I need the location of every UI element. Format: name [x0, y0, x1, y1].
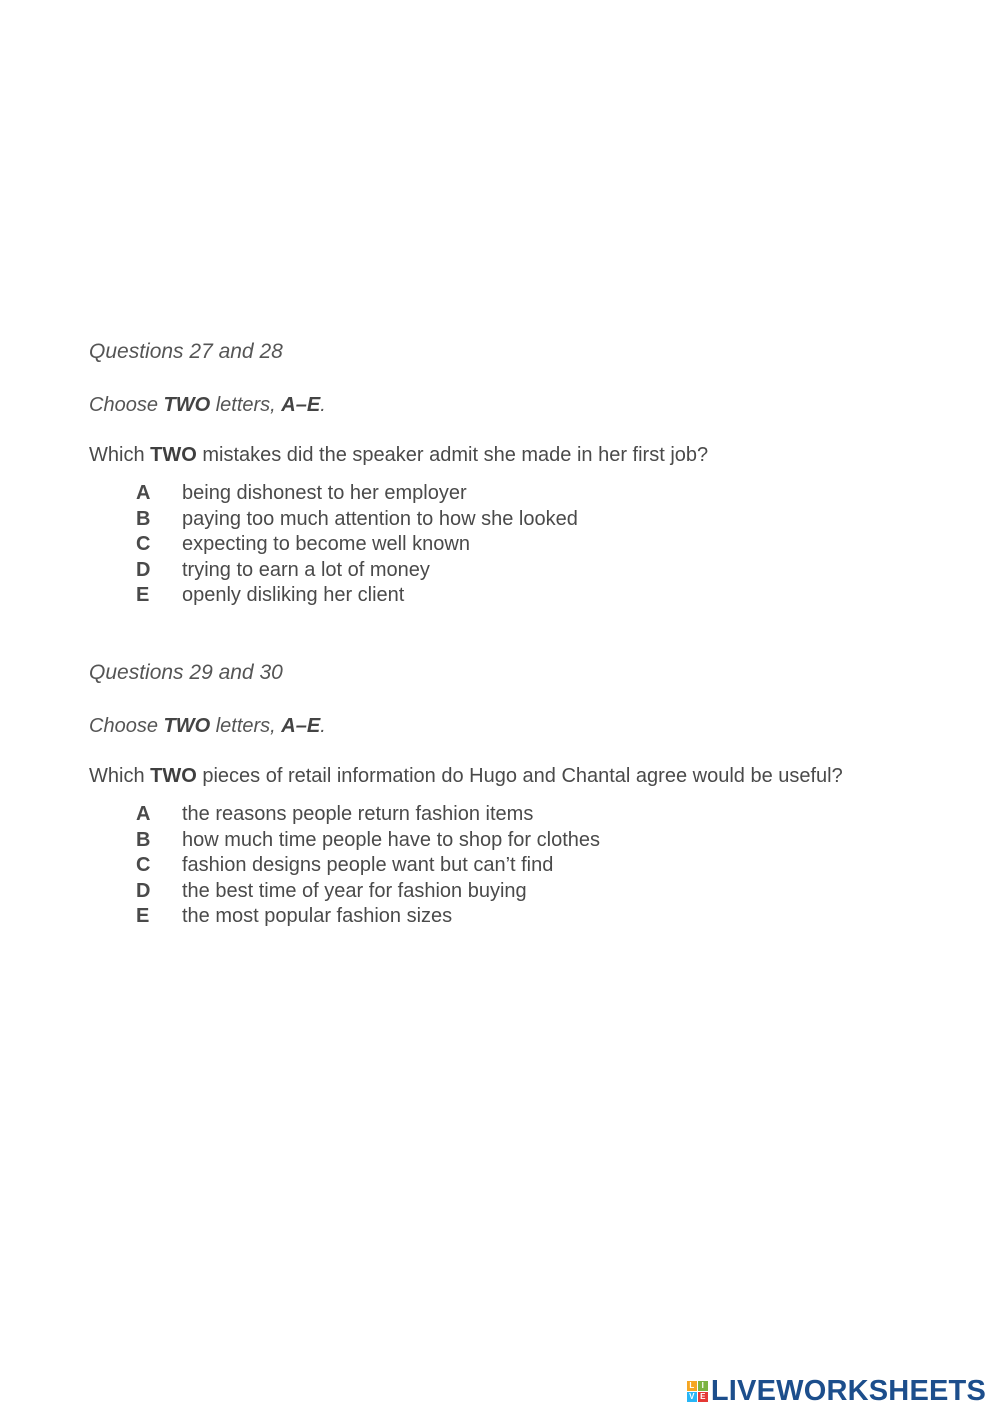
- option-letter: D: [136, 558, 151, 581]
- section-heading: Questions 29 and 30: [89, 661, 283, 684]
- option-letter: A: [136, 482, 151, 505]
- option-text: how much time people have to shop for clothes: [182, 828, 601, 851]
- option-c[interactable]: [89, 532, 969, 558]
- option-a[interactable]: [89, 802, 969, 828]
- option-a[interactable]: [89, 481, 969, 507]
- option-text: being dishonest to her employer: [182, 482, 467, 505]
- option-text: the reasons people return fashion items: [182, 803, 534, 826]
- option-d[interactable]: [89, 879, 969, 905]
- liveworksheets-brand: [687, 1375, 986, 1408]
- brand-name: LIVEWORKSHEETS: [710, 1375, 986, 1407]
- option-e[interactable]: [89, 904, 969, 930]
- option-letter: D: [136, 879, 151, 902]
- option-b[interactable]: [89, 507, 969, 533]
- option-text: expecting to become well known: [182, 533, 470, 556]
- option-list: [89, 802, 969, 930]
- option-c[interactable]: [89, 853, 969, 879]
- question-text: Which TWO pieces of retail information do Hugo and Chantal agree would be useful?: [89, 765, 843, 787]
- option-d[interactable]: [89, 558, 969, 584]
- option-text: openly disliking her client: [182, 584, 405, 607]
- liveworksheets-logo-icon: L I V E: [687, 1381, 708, 1402]
- question-text: Which TWO mistakes did the speaker admit she made in her first job?: [89, 444, 709, 466]
- option-text: the most popular fashion sizes: [182, 905, 453, 928]
- option-letter: E: [136, 584, 150, 607]
- option-letter: E: [136, 905, 150, 928]
- option-letter: C: [136, 533, 151, 556]
- question-section-27-28: [89, 338, 969, 609]
- option-text: trying to earn a lot of money: [182, 558, 430, 581]
- option-text: paying too much attention to how she looked: [182, 507, 578, 530]
- option-letter: B: [136, 507, 151, 530]
- option-list: [89, 481, 969, 609]
- option-text: fashion designs people want but can’t find: [182, 854, 554, 877]
- option-text: the best time of year for fashion buying: [182, 879, 527, 902]
- section-instruction: Choose TWO letters, A–E.: [89, 394, 326, 416]
- question-section-29-30: [89, 659, 969, 930]
- option-letter: B: [136, 828, 151, 851]
- option-letter: C: [136, 854, 151, 877]
- option-b[interactable]: [89, 828, 969, 854]
- section-instruction: Choose TWO letters, A–E.: [89, 715, 326, 737]
- option-e[interactable]: [89, 583, 969, 609]
- section-heading: Questions 27 and 28: [89, 340, 283, 363]
- option-letter: A: [136, 803, 151, 826]
